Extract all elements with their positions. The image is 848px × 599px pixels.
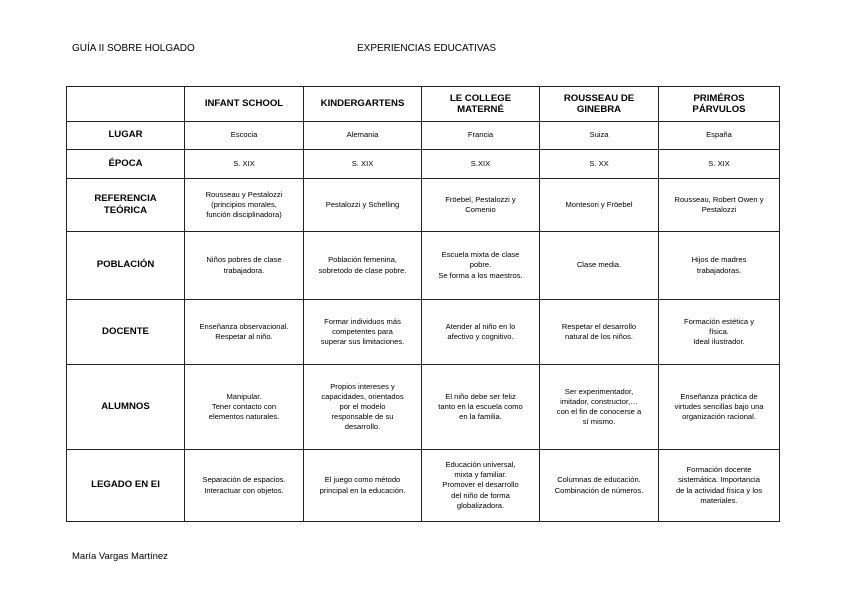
row-header: ALUMNOS <box>67 365 185 450</box>
row-header: REFERENCIA TEÓRICA <box>67 179 185 232</box>
table-cell: S. XIX <box>659 150 780 179</box>
table-cell: Rousseau y Pestalozzi (principios morales, función disciplinadora) <box>185 179 304 232</box>
table-cell: Suiza <box>540 122 659 150</box>
table-cell: Ser experimentador, imitador, constructor,… con el fin de conocerse a sí mismo. <box>540 365 659 450</box>
column-header: ROUSSEAU DE GINEBRA <box>540 87 659 122</box>
table-cell: Educación universal, mixta y familiar. Promover el desarrollo del niño de forma globalizadora. <box>422 450 540 522</box>
table-cell: España <box>659 122 780 150</box>
column-header: KINDERGARTENS <box>304 87 422 122</box>
table-cell: Columnas de educación. Combinación de números. <box>540 450 659 522</box>
table-cell: Manipular. Tener contacto con elementos naturales. <box>185 365 304 450</box>
table-row-referencia <box>67 179 780 232</box>
table-row-poblacion <box>67 232 780 300</box>
author-footer: María Vargas Martínez <box>72 551 168 562</box>
table-cell: Separación de espacios. Interactuar con objetos. <box>185 450 304 522</box>
row-header: ÉPOCA <box>67 150 185 179</box>
table-corner-cell <box>67 87 185 122</box>
table-cell: Francia <box>422 122 540 150</box>
table-cell: Población femenina, sobretodo de clase pobre. <box>304 232 422 300</box>
table-cell: Clase media. <box>540 232 659 300</box>
table-cell: El juego como método principal en la educación. <box>304 450 422 522</box>
table-row-epoca <box>67 150 780 179</box>
table-header-row <box>67 87 780 122</box>
table-row-docente <box>67 300 780 365</box>
table-cell: Formación estética y física. Ideal ilustrador. <box>659 300 780 365</box>
table-cell: Montesori y Fröebel <box>540 179 659 232</box>
table-row-lugar <box>67 122 780 150</box>
row-header: POBLACIÓN <box>67 232 185 300</box>
row-header: LUGAR <box>67 122 185 150</box>
table-cell: Formar individuos más competentes para superar sus limitaciones. <box>304 300 422 365</box>
table-cell: Niños pobres de clase trabajadora. <box>185 232 304 300</box>
table-cell: Hijos de madres trabajadoras. <box>659 232 780 300</box>
table-cell: Fröebel, Pestalozzi y Comenio <box>422 179 540 232</box>
table-cell: Respetar el desarrollo natural de los niños. <box>540 300 659 365</box>
table-cell: S.XIX <box>422 150 540 179</box>
table-cell: Atender al niño en lo afectivo y cognitivo. <box>422 300 540 365</box>
document-title: EXPERIENCIAS EDUCATIVAS <box>357 43 497 54</box>
column-header: LE COLLEGE MATERNÉ <box>422 87 540 122</box>
comparison-table <box>66 86 780 522</box>
table-cell: Alemania <box>304 122 422 150</box>
table-cell: Escuela mixta de clase pobre. Se forma a los maestros. <box>422 232 540 300</box>
table-cell: Escocia <box>185 122 304 150</box>
table-cell: El niño debe ser feliz tanto en la escuela como en la familia. <box>422 365 540 450</box>
table-cell: Enseñanza observacional. Respetar al niño. <box>185 300 304 365</box>
table-cell: S. XIX <box>304 150 422 179</box>
document-header-left: GUÍA II SOBRE HOLGADO <box>72 43 195 54</box>
table-cell: Rousseau, Robert Owen y Pestalozzi <box>659 179 780 232</box>
row-header: LEGADO EN EI <box>67 450 185 522</box>
table-cell: S. XX <box>540 150 659 179</box>
table-row-legado <box>67 450 780 522</box>
row-header: DOCENTE <box>67 300 185 365</box>
table-cell: S. XIX <box>185 150 304 179</box>
table-cell: Pestalozzi y Schelling <box>304 179 422 232</box>
column-header: INFANT SCHOOL <box>185 87 304 122</box>
table-row-alumnos <box>67 365 780 450</box>
table-cell: Enseñanza práctica de virtudes sencillas bajo una organización racional. <box>659 365 780 450</box>
table-cell: Formación docente sistemática. Importancia de la actividad física y los materiales. <box>659 450 780 522</box>
table-cell: Propios intereses y capacidades, orientados por el modelo responsable de su desarrollo. <box>304 365 422 450</box>
column-header: PRIMÉROS PÁRVULOS <box>659 87 780 122</box>
